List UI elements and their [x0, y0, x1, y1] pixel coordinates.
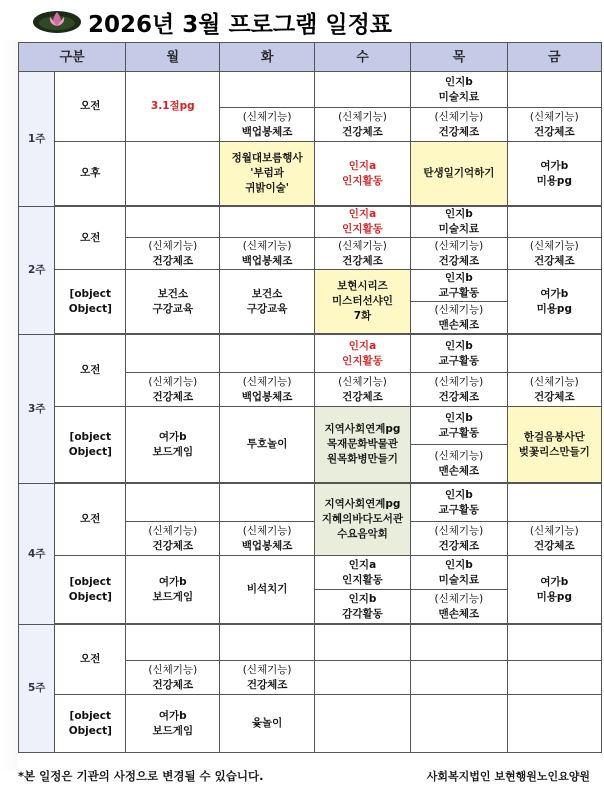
cell: 보건소 구강교육 — [126, 270, 220, 334]
cell: (신체기능) 건강체조 — [507, 238, 601, 270]
header-tue: 화 — [220, 43, 314, 72]
cell — [507, 72, 601, 108]
header-wed: 수 — [314, 43, 410, 72]
cell: 탄생일기억하기 — [411, 142, 507, 206]
cell: 인지a 인지활동 — [314, 556, 410, 590]
am-label: 오전 — [55, 335, 126, 407]
schedule-table — [18, 42, 602, 753]
table-row — [19, 407, 602, 445]
cell: (신체기능) 건강체조 — [126, 522, 220, 556]
am-label: 오전 — [55, 484, 126, 556]
cell: 지역사회연계pg 지혜의바다도서관 수요음악회 — [314, 484, 410, 556]
am-label: 오전 — [55, 207, 126, 270]
cell: 보현시리즈 미스터선샤인 7화 — [314, 270, 410, 334]
cell: 여가b 보드게임 — [126, 695, 220, 753]
cell: (신체기능) 건강체조 — [411, 238, 507, 270]
cell: 인지b 감각활동 — [314, 590, 410, 624]
cell: 비석치기 — [220, 556, 314, 624]
cell — [411, 695, 507, 753]
cell: (신체기능) 백업봉체조 — [220, 108, 314, 142]
cell: 인지a 인지활동 — [314, 142, 410, 206]
pm-label: [object Object] — [55, 407, 126, 483]
cell — [220, 335, 314, 373]
cell: (신체기능) 맨손체조 — [411, 590, 507, 624]
cell — [314, 695, 410, 753]
table-row — [19, 142, 602, 206]
am-label: 오전 — [55, 625, 126, 695]
cell: 인지b 교구활동 — [411, 407, 507, 445]
week-label: 4주 — [19, 484, 55, 625]
table-row — [19, 335, 602, 373]
pm-label: [object Object] — [55, 270, 126, 334]
cell: (신체기능) 맨손체조 — [411, 445, 507, 483]
cell: 한걸음봉사단 벚꽃리스만들기 — [507, 407, 601, 483]
cell — [126, 207, 220, 238]
cell — [507, 484, 601, 522]
week-label: 5주 — [19, 625, 55, 753]
cell: (신체기능) 건강체조 — [314, 238, 410, 270]
table-row — [19, 72, 602, 108]
table-row — [19, 625, 602, 661]
cell: 인지b 교구활동 — [411, 335, 507, 373]
cell — [220, 207, 314, 238]
cell: (신체기능) 건강체조 — [220, 661, 314, 695]
cell — [507, 335, 601, 373]
table-row — [19, 270, 602, 302]
cell: 인지b 교구활동 — [411, 270, 507, 302]
cell — [126, 625, 220, 661]
cell — [507, 661, 601, 695]
header — [0, 0, 604, 40]
cell — [411, 661, 507, 695]
footer-organization: 사회복지법인 보현행원노인요양원 — [426, 770, 590, 783]
cell: (신체기능) 백업봉체조 — [220, 238, 314, 270]
cell: 인지a 인지활동 — [314, 207, 410, 238]
cell: (신체기능) 건강체조 — [314, 373, 410, 407]
cell — [507, 695, 601, 753]
cell: (신체기능) 건강체조 — [507, 522, 601, 556]
lotus-logo-icon — [32, 8, 82, 34]
cell: 여가b 보드게임 — [126, 407, 220, 483]
cell — [126, 72, 220, 142]
cell — [507, 207, 601, 238]
cell: (신체기능) 건강체조 — [314, 108, 410, 142]
cell: (신체기능) 맨손체조 — [411, 302, 507, 334]
cell — [411, 625, 507, 661]
cell: (신체기능) 건강체조 — [126, 661, 220, 695]
am-label: 오전 — [55, 72, 126, 142]
pm-label: 오후 — [55, 142, 126, 206]
cell — [126, 142, 220, 206]
cell: 윷놀이 — [220, 695, 314, 753]
header-fri: 금 — [507, 43, 601, 72]
cell: (신체기능) 건강체조 — [507, 373, 601, 407]
table-row — [19, 207, 602, 238]
cell: 인지b 미술치료 — [411, 72, 507, 108]
cell — [220, 72, 314, 108]
cell — [314, 661, 410, 695]
cell: (신체기능) 건강체조 — [411, 522, 507, 556]
cell — [126, 484, 220, 522]
cell: (신체기능) 백업봉체조 — [220, 522, 314, 556]
table-row — [19, 556, 602, 590]
header-category: 구분 — [19, 43, 126, 72]
left-decoration — [0, 40, 18, 770]
cell: 정월대보름행사 '부럼과 귀밝이술' — [220, 142, 314, 206]
holiday-text: 3.1절pg — [150, 100, 195, 112]
cell: 지역사회연계pg 목재문화박물관 원목화병만들기 — [314, 407, 410, 483]
cell — [507, 625, 601, 661]
page-title: 2026년 3월 프로그램 일정표 — [88, 12, 393, 38]
week-label: 1주 — [19, 72, 55, 207]
cell: 인지a 인지활동 — [314, 335, 410, 373]
cell: (신체기능) 건강체조 — [507, 108, 601, 142]
cell: 인지b 미술치료 — [411, 556, 507, 590]
cell: 여가b 미용pg — [507, 270, 601, 334]
week-label: 2주 — [19, 207, 55, 335]
cell: (신체기능) 건강체조 — [411, 373, 507, 407]
pm-label: [object Object] — [55, 556, 126, 624]
header-thu: 목 — [411, 43, 507, 72]
cell — [314, 625, 410, 661]
cell: 여가b 미용pg — [507, 142, 601, 206]
footer-note: *본 일정은 기관의 사정으로 변경될 수 있습니다. — [18, 769, 264, 783]
table-row — [19, 484, 602, 522]
cell — [126, 335, 220, 373]
cell: 투호놀이 — [220, 407, 314, 483]
cell: (신체기능) 건강체조 — [126, 238, 220, 270]
cell — [220, 625, 314, 661]
cell: 여가b 미용pg — [507, 556, 601, 624]
pm-label: [object Object] — [55, 695, 126, 753]
cell — [220, 484, 314, 522]
week-label: 3주 — [19, 335, 55, 484]
cell: 여가b 보드게임 — [126, 556, 220, 624]
header-mon: 월 — [126, 43, 220, 72]
cell: (신체기능) 건강체조 — [411, 108, 507, 142]
cell — [314, 72, 410, 108]
header-row — [19, 43, 602, 72]
cell: 인지b 교구활동 — [411, 484, 507, 522]
cell: (신체기능) 건강체조 — [126, 373, 220, 407]
cell: 보건소 구강교육 — [220, 270, 314, 334]
cell: (신체기능) 백업봉체조 — [220, 373, 314, 407]
cell: 인지b 미술치료 — [411, 207, 507, 238]
table-row — [19, 695, 602, 753]
